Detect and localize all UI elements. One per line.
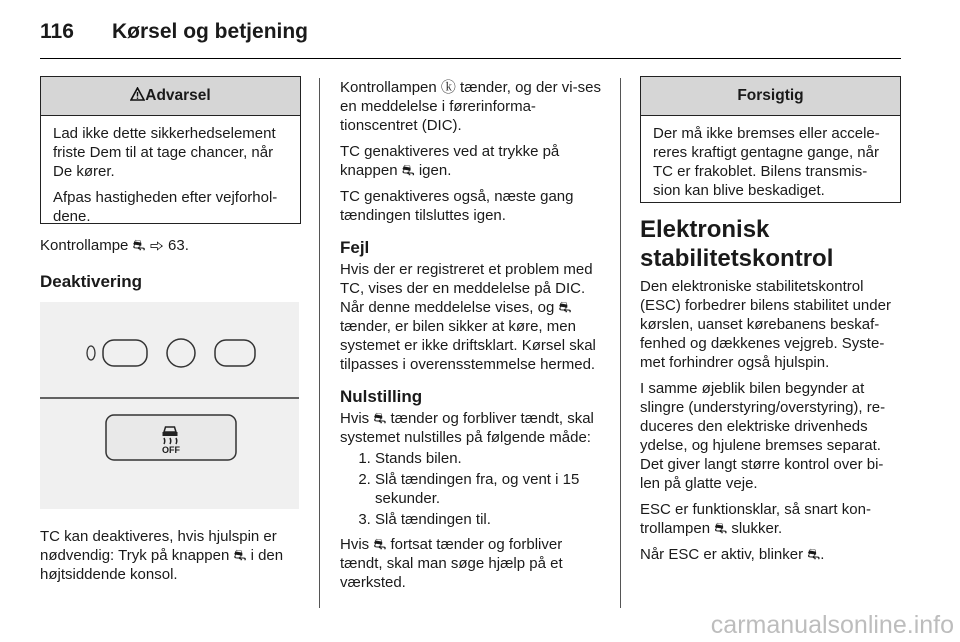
watermark: carmanualsonline.info	[710, 611, 954, 639]
warning-text-1: Lad ikke dette sikkerhedselement friste Dem til at tage chancer, når De kører.	[53, 125, 276, 180]
reset-step: 1. Stands bilen.	[375, 449, 605, 468]
console-illustration	[40, 302, 299, 509]
control-lamp-reference: Kontrollampe ⛐ ⇨ 63.	[40, 237, 189, 254]
heading-reset: Nulstilling	[340, 387, 423, 406]
page-header	[40, 20, 308, 44]
warning-triangle-icon	[130, 87, 145, 101]
column-divider-1	[319, 78, 320, 608]
warning-box	[40, 76, 301, 224]
column-2	[340, 78, 605, 599]
reset-step: 2. Slå tændingen fra, og vent i 15 sekunder.	[375, 470, 605, 508]
col2-para-1: Kontrollampen ⓚ tænder, og der vi-ses en meddelelse i førerinforma-tionscentret (DIC).	[340, 79, 601, 134]
warning-box-title: Advarsel	[145, 87, 211, 104]
warning-box-body	[41, 116, 300, 239]
col2-para-3: TC genaktiveres også, næste gang tændingen tilsluttes igen.	[340, 188, 574, 224]
warning-text-2: Afpas hastigheden efter vejforhol-dene.	[53, 189, 278, 225]
esc-para-3: ESC er funktionsklar, så snart kon-trollampen ⛐ slukker.	[640, 501, 871, 537]
caution-box-body: Der må ikke bremses eller accele-reres kraftigt gentagne gange, når TC er frakoblet. Bilens transmis-sion kan blive beskadiget.	[653, 125, 880, 199]
reset-intro: Hvis ⛐ tænder og forbliver tændt, skal systemet nulstilles på følgende måde:	[340, 410, 594, 446]
fault-text: Hvis der er registreret et problem med TC, vises der en meddelelse på DIC. Når denne meddelelse vises, og ⛐ tænder, er bilen sikker at køre, men systemet er ikke driftsklart. Kørsel skal tilpasses i overensstemmelse hermed.	[340, 261, 596, 373]
esc-para-2: I samme øjeblik bilen begynder at slingre (understyring/overstyring), re-duceres den elektriske drivenheds ydelse, og hjulene bremses separat. Det giver langt større kontrol over bi-len på glatte veje.	[640, 380, 886, 492]
column-3	[640, 215, 903, 571]
esc-para-1: Den elektroniske stabilitetskontrol (ESC) forbedrer bilens stabilitet under kørslen, uanset kørebanens beskaf-fenhed og dækkenes vejgreb. Syste-met forhindrer også hjulspin.	[640, 278, 891, 371]
reset-steps	[340, 449, 605, 529]
heading-fault: Fejl	[340, 238, 370, 257]
deactivation-text: TC kan deaktiveres, hvis hjulspin er nødvendig: Tryk på knappen ⛐ i den højtsiddende konsol.	[40, 528, 284, 583]
page-title: Kørsel og betjening	[112, 20, 309, 43]
col2-para-2: TC genaktiveres ved at trykke på knappen ⛐ igen.	[340, 143, 560, 179]
column-divider-2	[620, 78, 621, 608]
warning-box-header	[41, 77, 300, 116]
heading-esc: Elektronisk stabilitetskontrol	[640, 216, 834, 272]
reset-outro: Hvis ⛐ fortsat tænder og forbliver tændt, skal man søge hjælp på et værksted.	[340, 536, 563, 591]
header-rule	[40, 58, 901, 59]
reset-step: 3. Slå tændingen til.	[375, 510, 605, 529]
console-drawing	[40, 302, 299, 509]
caution-box-header: Forsigtig	[641, 77, 900, 116]
page-number: 116	[40, 20, 74, 43]
esc-para-4: Når ESC er aktiv, blinker ⛐.	[640, 546, 825, 563]
off-button-label: OFF	[162, 445, 180, 455]
heading-deactivation: Deaktivering	[40, 272, 143, 291]
caution-box	[640, 76, 901, 203]
